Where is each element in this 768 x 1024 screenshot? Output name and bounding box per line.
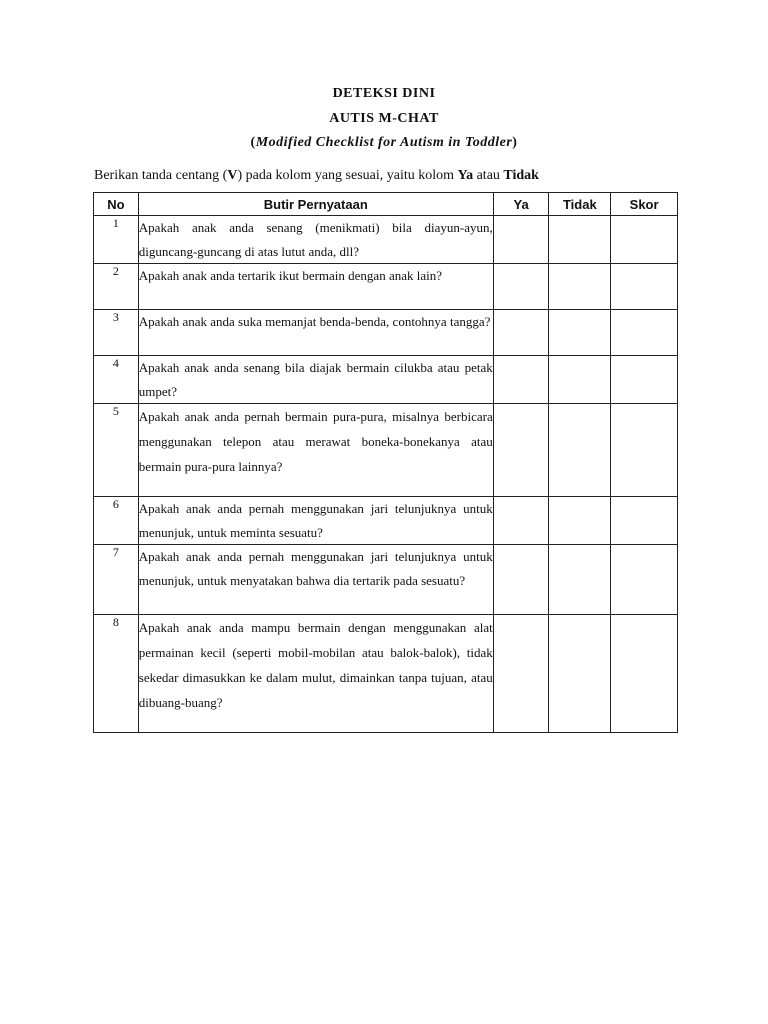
tidak-cell[interactable] [549,356,611,404]
skor-cell[interactable] [611,404,678,497]
row-statement: Apakah anak anda pernah menggunakan jari telunjuknya untuk menunjuk, untuk menyatakan bahwa dia tertarik pada sesuatu? [138,545,493,615]
table-header-row [94,193,678,216]
instruction-part1: Berikan tanda centang ( [94,168,228,183]
skor-cell[interactable] [611,356,678,404]
caption-italic-text: Modified Checklist for Autism in Toddler [255,135,513,150]
header-no: No [94,193,139,216]
instruction-ya: Ya [457,168,474,183]
header-skor: Skor [611,193,678,216]
row-number: 5 [94,404,139,497]
instruction-part3: atau [473,168,504,183]
row-number: 4 [94,356,139,404]
skor-cell[interactable] [611,615,678,733]
ya-cell[interactable] [493,545,549,615]
row-statement: Apakah anak anda pernah menggunakan jari telunjuknya untuk menunjuk, untuk meminta sesuatu? [138,497,493,545]
header-ya: Ya [493,193,549,216]
ya-cell[interactable] [493,310,549,356]
skor-cell[interactable] [611,264,678,310]
row-statement: Apakah anak anda suka memanjat benda-benda, contohnya tangga? [138,310,493,356]
row-statement: Apakah anak anda senang bila diajak bermain cilukba atau petak umpet? [138,356,493,404]
row-number: 1 [94,216,139,264]
ya-cell[interactable] [493,497,549,545]
table-row [94,404,678,497]
header-tidak: Tidak [549,193,611,216]
row-statement: Apakah anak anda mampu bermain dengan menggunakan alat permainan kecil (seperti mobil-mobilan atau balok-balok), tidak sekedar dimasukkan ke dalam mulut, dimainkan tanpa tujuan, atau dibuang-buang? [138,615,493,733]
table-row [94,615,678,733]
ya-cell[interactable] [493,356,549,404]
instruction-text [94,168,539,184]
caption-open-paren: ( [250,135,256,150]
instruction-mark: V [227,168,238,183]
document-caption [0,135,768,151]
table-row [94,545,678,615]
checklist-table [93,192,678,733]
tidak-cell[interactable] [549,497,611,545]
row-number: 8 [94,615,139,733]
instruction-tidak: Tidak [503,168,539,183]
caption-close-paren: ) [512,135,518,150]
ya-cell[interactable] [493,615,549,733]
row-statement: Apakah anak anda tertarik ikut bermain dengan anak lain? [138,264,493,310]
skor-cell[interactable] [611,545,678,615]
document-title: DETEKSI DINI [332,86,436,101]
row-number: 2 [94,264,139,310]
skor-cell[interactable] [611,310,678,356]
tidak-cell[interactable] [549,216,611,264]
skor-cell[interactable] [611,216,678,264]
tidak-cell[interactable] [549,545,611,615]
row-statement: Apakah anak anda senang (menikmati) bila diayun-ayun, diguncang-guncang di atas lutut anda, dll? [138,216,493,264]
skor-cell[interactable] [611,497,678,545]
tidak-cell[interactable] [549,615,611,733]
row-number: 7 [94,545,139,615]
table-row [94,497,678,545]
tidak-cell[interactable] [549,264,611,310]
table-row [94,264,678,310]
row-statement: Apakah anak anda pernah bermain pura-pura, misalnya berbicara menggunakan telepon atau merawat boneka-bonekanya atau bermain pura-pura lainnya? [138,404,493,497]
document-subtitle: AUTIS M-CHAT [329,111,439,126]
tidak-cell[interactable] [549,310,611,356]
ya-cell[interactable] [493,264,549,310]
table-row [94,216,678,264]
row-number: 6 [94,497,139,545]
table-row [94,356,678,404]
ya-cell[interactable] [493,216,549,264]
ya-cell[interactable] [493,404,549,497]
table-row [94,310,678,356]
header-item: Butir Pernyataan [138,193,493,216]
tidak-cell[interactable] [549,404,611,497]
row-number: 3 [94,310,139,356]
instruction-part2: ) pada kolom yang sesuai, yaitu kolom [237,168,458,183]
